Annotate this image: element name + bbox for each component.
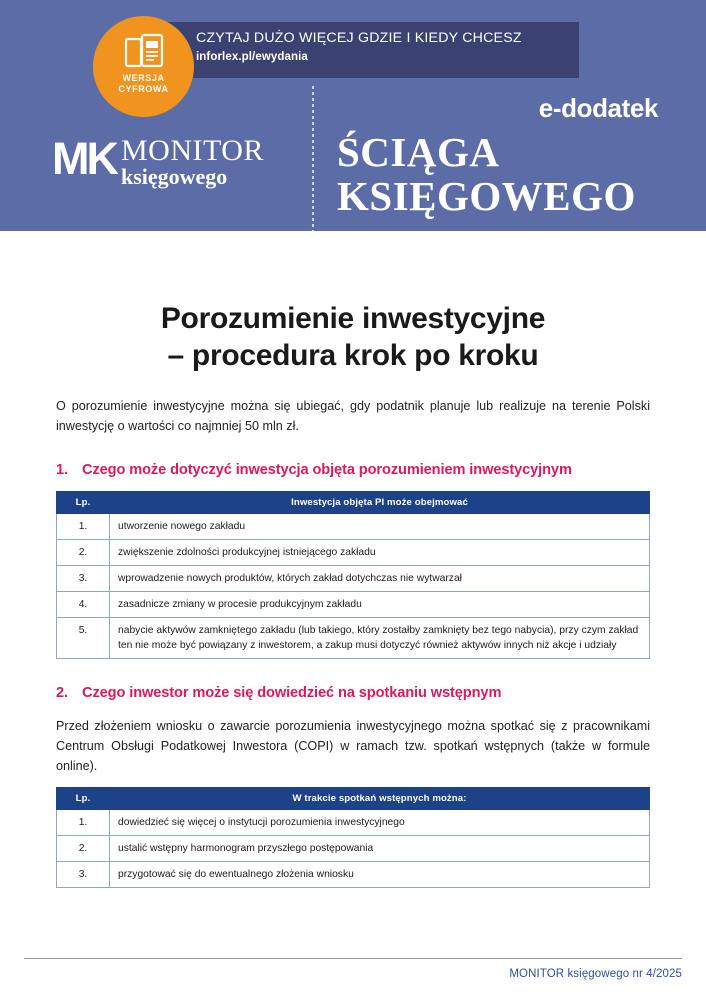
page-title bbox=[56, 300, 650, 374]
table-investment-scope bbox=[56, 491, 650, 659]
row-text: zasadnicze zmiany w procesie produkcyjnym zakładu bbox=[110, 592, 650, 618]
row-number: 2. bbox=[57, 836, 110, 862]
table-row bbox=[57, 514, 650, 540]
table-row bbox=[57, 836, 650, 862]
table-header-row bbox=[57, 492, 650, 514]
promo-strip bbox=[131, 22, 579, 78]
monitor-ksiegowego-logo bbox=[52, 133, 264, 189]
section-2-paragraph: Przed złożeniem wniosku o zawarcie porozumienia inwestycyjnego można spotkać się z pracownikami Centrum Obsługi Podatkowej Inwestora (COPI) w ramach tzw. spotkań wstępnych (także w formule online). bbox=[56, 719, 650, 773]
row-number: 3. bbox=[57, 566, 110, 592]
edition-label: e-dodatek bbox=[538, 93, 658, 123]
row-text: przygotować się do ewentualnego złożenia wniosku bbox=[110, 862, 650, 888]
intro-paragraph: O porozumienie inwestycyjne można się ubiegać, gdy podatnik planuje lub realizuje na terenie Polski inwestycję o wartości co najmniej 50 mln zł. bbox=[56, 399, 650, 433]
row-number: 2. bbox=[57, 540, 110, 566]
column-header-lp: Lp. bbox=[57, 788, 110, 810]
column-header-main: Inwestycja objęta PI może obejmować bbox=[110, 492, 650, 514]
page-title-line-2: – procedura krok po kroku bbox=[167, 339, 539, 372]
row-number: 1. bbox=[57, 514, 110, 540]
row-number: 1. bbox=[57, 810, 110, 836]
logo-word-monitor: MONITOR bbox=[120, 134, 264, 167]
table-row bbox=[57, 862, 650, 888]
section-heading-2 bbox=[56, 684, 650, 703]
row-number: 4. bbox=[57, 592, 110, 618]
column-header-main: W trakcie spotkań wstępnych można: bbox=[110, 788, 650, 810]
badge-line-2: CYFROWA bbox=[118, 84, 169, 94]
section-number-2: 2. bbox=[56, 685, 68, 701]
tablet-device-icon bbox=[124, 33, 164, 76]
section-number-1: 1. bbox=[56, 462, 68, 478]
row-text: wprowadzenie nowych produktów, których zakład dotychczas nie wytwarzał bbox=[110, 566, 650, 592]
footer-source: MONITOR księgowego nr 4/2025 bbox=[509, 968, 682, 980]
promo-url: inforlex.pl/ewydania bbox=[196, 51, 308, 63]
table-row bbox=[57, 540, 650, 566]
row-text: utworzenie nowego zakładu bbox=[110, 514, 650, 540]
section-title-1: Czego może dotyczyć inwestycja objęta porozumieniem inwestycyjnym bbox=[82, 462, 572, 478]
row-text: nabycie aktywów zamkniętego zakładu (lub takiego, który zostałby zamknięty bez tego nabycia), przy czym zakład ten nie może być powiązany z inwestorem, a zakup musi dotyczyć również aktywów innych niż akcje i udziały bbox=[110, 618, 650, 659]
table-row bbox=[57, 566, 650, 592]
footer-divider bbox=[24, 958, 682, 959]
digital-version-badge-text bbox=[93, 73, 194, 95]
section-heading-1 bbox=[56, 461, 650, 480]
column-header-lp: Lp. bbox=[57, 492, 110, 514]
header-dotted-divider bbox=[312, 86, 314, 231]
logo-mark-mk: MK bbox=[52, 133, 116, 184]
digital-version-badge bbox=[93, 16, 194, 117]
document-content bbox=[0, 231, 706, 888]
logo-word-ksiegowego: księgowego bbox=[120, 164, 228, 189]
series-title bbox=[337, 130, 636, 218]
row-number: 3. bbox=[57, 862, 110, 888]
row-text: ustalić wstępny harmonogram przyszłego postępowania bbox=[110, 836, 650, 862]
section-title-2: Czego inwestor może się dowiedzieć na spotkaniu wstępnym bbox=[82, 685, 502, 701]
table-row bbox=[57, 618, 650, 659]
series-title-line-1: ŚCIĄGA bbox=[337, 129, 500, 175]
row-number: 5. bbox=[57, 618, 110, 659]
row-text: dowiedzieć się więcej o instytucji porozumienia inwestycyjnego bbox=[110, 810, 650, 836]
series-title-line-2: KSIĘGOWEGO bbox=[337, 173, 636, 219]
badge-line-1: WERSJA bbox=[122, 73, 165, 83]
row-text: zwiększenie zdolności produkcyjnej istniejącego zakładu bbox=[110, 540, 650, 566]
table-row bbox=[57, 810, 650, 836]
page-title-line-1: Porozumienie inwestycyjne bbox=[160, 302, 546, 335]
table-preliminary-meetings bbox=[56, 787, 650, 888]
promo-headline: CZYTAJ DUŻO WIĘCEJ GDZIE I KIEDY CHCESZ bbox=[196, 30, 522, 46]
table-header-row bbox=[57, 788, 650, 810]
table-row bbox=[57, 592, 650, 618]
masthead bbox=[0, 0, 706, 231]
